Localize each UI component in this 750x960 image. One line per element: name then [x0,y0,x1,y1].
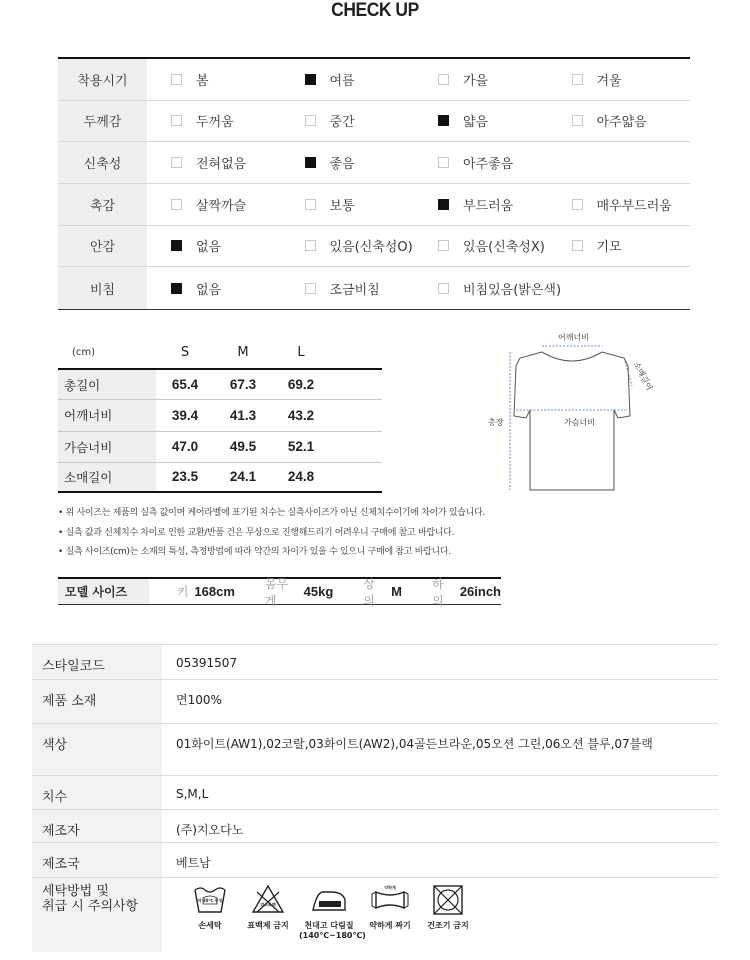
size-row-label: 어깨너비 [58,400,156,430]
checkup-option [414,279,562,298]
info-value: 면100% [176,693,222,707]
checked-box-icon [438,199,449,210]
size-column-header: L [297,345,305,360]
unchecked-box-icon [305,199,316,210]
checkup-option-label: 보통 [329,198,355,214]
model-bottom-key: 하의 [431,576,444,608]
checkup-option [548,236,682,255]
checkup-option [414,153,548,172]
checkup-option-label: 겨울 [596,73,622,89]
checkup-option-label: 비침있음(밝은색) [463,282,562,298]
checkup-row [58,142,690,184]
care-caption: 건조기 금지 [427,921,469,930]
checkup-option [414,195,548,214]
unchecked-box-icon [572,240,583,251]
checked-box-icon [305,157,316,168]
checked-box-icon [305,74,316,85]
model-size-label: 모델 사이즈 [58,579,149,604]
info-label: 제품 소재 [32,680,162,723]
info-value: S,M,L [176,787,209,801]
checkup-option [414,70,548,89]
size-row [58,462,382,493]
model-top-key: 상의 [363,576,375,608]
checkup-option [281,70,415,89]
checkup-option-label: 없음 [196,240,222,256]
checkup-option [147,111,281,130]
checkup-option [414,236,548,255]
size-value: 67.3 [229,377,257,393]
diagram-sleeve-label: 소매길이 [631,360,655,392]
info-label: 스타일코드 [32,645,162,679]
info-value: (주)지오다노 [176,823,244,837]
unchecked-box-icon [305,283,316,294]
checkup-option [281,153,415,172]
checkup-row [58,59,690,101]
checkup-option [147,70,281,89]
svg-text:약하게: 약하게 [384,885,396,890]
size-value: 23.5 [171,469,199,485]
tshirt-size-diagram [480,330,660,500]
unchecked-box-icon [305,115,316,126]
diagram-chest-label: 가슴너비 [564,418,595,427]
checkup-row-label: 신축성 [58,142,147,183]
care-item [182,884,238,952]
unchecked-box-icon [572,115,583,126]
checkup-option [548,195,682,214]
checkup-option [548,70,682,89]
care-caption: 약하게 짜기 [369,921,411,930]
info-row [32,680,718,724]
model-top: M [391,584,402,599]
iron-icon [309,884,349,921]
care-item [420,884,476,952]
size-value: 39.4 [171,407,199,423]
checkup-option [281,111,415,130]
unchecked-box-icon [171,199,182,210]
diagram-length-label: 총장 [488,418,504,427]
checkup-option-label: 봄 [196,73,209,89]
size-row [58,431,382,462]
info-label: 제조자 [32,810,162,842]
model-height-key: 키 [176,585,189,599]
info-label: 색상 [32,724,162,775]
checkup-option-label: 있음(신축성O) [329,240,413,256]
info-value: 베트남 [176,856,211,870]
checkup-option [147,195,281,214]
care-item [362,884,418,952]
info-value: 01화이트(AW1),02코랄,03화이트(AW2),04골든브라운,05오션 그린,06오션 블루,07블랙 [176,737,653,751]
checkup-option-label: 아주좋음 [463,157,514,173]
size-row-label: 가슴너비 [58,432,156,462]
checkup-row [58,184,690,226]
checkup-option-label: 조금비침 [329,282,380,298]
diagram-shoulder-label: 어깨너비 [558,333,589,342]
checkup-option [281,195,415,214]
checkup-option [548,111,682,130]
care-item [298,884,366,952]
checkup-option-label: 매우부드러움 [596,198,672,214]
checkup-option-label: 없음 [196,282,222,298]
model-size-bar [58,576,501,608]
unchecked-box-icon [305,240,316,251]
checkup-row-label: 비침 [58,267,147,309]
model-weight-key: 몸무게 [264,576,289,608]
checkup-option-label: 두꺼움 [196,115,234,131]
unchecked-box-icon [572,74,583,85]
checked-box-icon [438,115,449,126]
care-label-line: 취급 시 주의사항 [42,899,139,914]
size-table [58,337,382,493]
checkup-option [414,111,548,130]
care-caption: 표백제 금지 [247,921,289,930]
checkup-option-label: 있음(신축성X) [463,240,545,256]
checked-box-icon [171,240,182,251]
size-column-header: S [180,345,190,360]
care-label-line: 세탁방법 및 [42,884,109,899]
size-value: 24.8 [287,469,315,485]
no-bleach-icon [251,884,285,921]
product-info-table [32,644,718,952]
model-weight: 45kg [303,584,334,599]
care-item [240,884,296,952]
care-caption: 천대고 다림질 (140℃~180℃) [299,921,366,940]
size-row-label: 소매길이 [58,463,156,491]
model-bottom: 26inch [459,584,501,599]
svg-text:염소표백: 염소표백 [260,902,276,907]
checkup-option-label: 좋음 [329,157,355,173]
info-row [32,843,718,878]
size-value: 69.2 [287,377,315,393]
checkup-option [147,236,281,255]
checkup-option-label: 부드러움 [463,198,514,214]
size-notes [58,504,538,563]
size-table-header [58,337,382,368]
size-column-header: M [237,345,249,360]
unchecked-box-icon [438,74,449,85]
info-row-care [32,878,718,952]
size-row [58,399,382,430]
info-value: 05391507 [176,656,238,670]
checkup-option-label: 중간 [329,115,355,131]
unchecked-box-icon [438,283,449,294]
info-row [32,724,718,776]
care-label [32,878,162,952]
checkup-option-label: 전혀없음 [196,157,247,173]
checkup-row [58,226,690,268]
svg-text:약 30℃ 중성: 약 30℃ 중성 [197,898,223,903]
size-value: 24.1 [229,469,257,485]
unchecked-box-icon [171,157,182,168]
info-label: 치수 [32,776,162,809]
checkup-option-label: 살짝까슬 [196,198,247,214]
checkup-row-label: 착용시기 [58,59,147,100]
checkup-row [58,267,690,309]
info-label: 제조국 [32,843,162,877]
hand-wash-icon [193,884,227,921]
checkup-option [147,279,281,298]
care-caption: 손세탁 [198,921,222,930]
size-row [58,368,382,399]
checkup-option-label: 기모 [596,240,622,256]
note-line: • 실측 사이즈(cm)는 소재의 특성, 측정방법에 따라 약간의 차이가 있을 수 있으니 구매에 참고 바랍니다. [58,547,451,557]
checkup-table [58,57,690,310]
info-row [32,645,718,680]
checkup-row-label: 촉감 [58,184,147,225]
size-unit: (cm) [72,347,96,358]
checked-box-icon [171,283,182,294]
size-value: 47.0 [171,439,199,455]
checkup-row-label: 안감 [58,226,147,267]
checkup-option-label: 얇음 [463,115,489,131]
checkup-row-label: 두께감 [58,101,147,142]
note-line: • 위 사이즈는 제품의 실측 값이며 케어라벨에 표기된 치수는 실측사이즈가 아닌 신체치수이기에 차이가 있습니다. [58,508,485,518]
checkup-option [281,279,415,298]
checkup-option-label: 가을 [463,73,489,89]
size-value: 65.4 [171,377,199,393]
gentle-wring-icon [370,884,410,921]
unchecked-box-icon [171,115,182,126]
size-value: 41.3 [229,407,257,423]
size-value: 49.5 [229,439,257,455]
checkup-option [281,236,415,255]
model-height: 168cm [194,584,235,599]
checkup-option [147,153,281,172]
checkup-option-label: 여름 [329,73,355,89]
size-row-label: 총길이 [58,370,156,399]
page-title: CHECK UP [331,0,419,21]
size-value: 52.1 [287,439,315,455]
size-value: 43.2 [287,407,315,423]
unchecked-box-icon [171,74,182,85]
no-tumble-dry-icon [431,884,465,921]
note-line: • 실측 값과 신체치수 차이로 인한 교환/반품 건은 무상으로 진행해드리기 어려우니 구매에 참고 바랍니다. [58,527,455,538]
info-row [32,776,718,810]
info-row [32,810,718,843]
checkup-option-label: 아주얇음 [596,115,647,131]
unchecked-box-icon [572,199,583,210]
unchecked-box-icon [438,157,449,168]
unchecked-box-icon [438,240,449,251]
checkup-row [58,101,690,143]
